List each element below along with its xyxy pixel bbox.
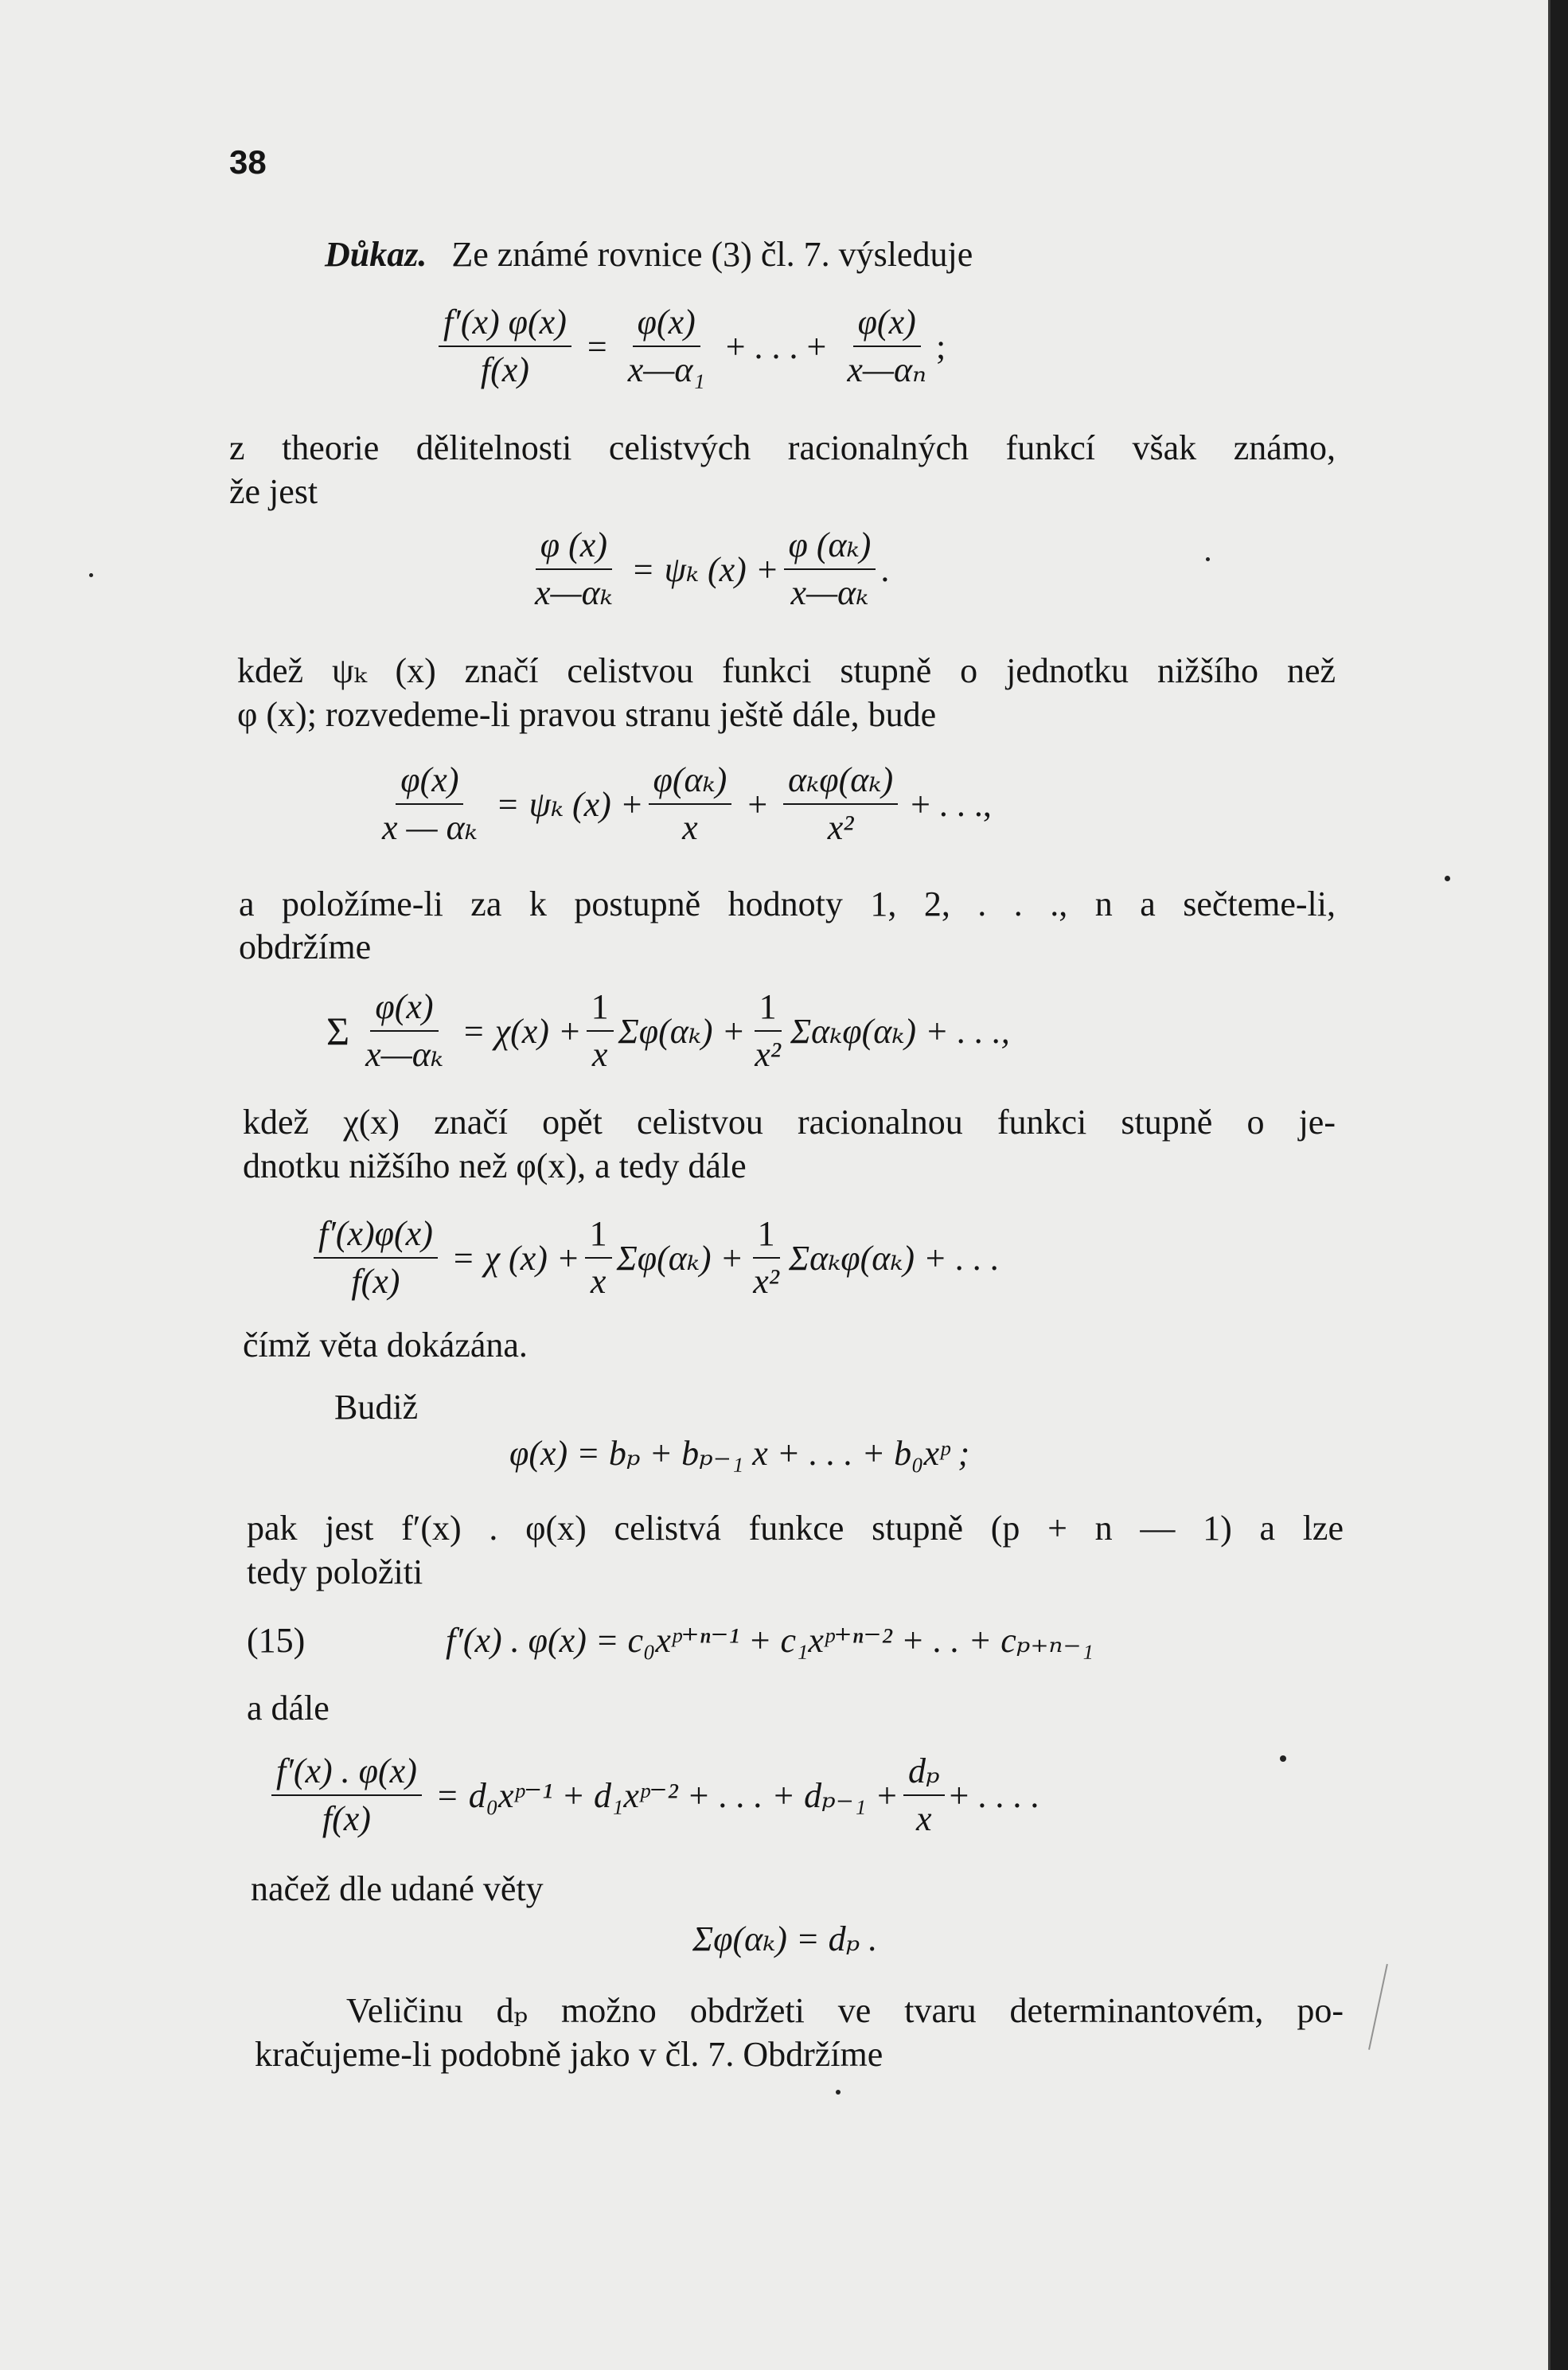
eq4-mid: χ(x) + [494, 1011, 582, 1051]
para-5-line-2: dnotku nižšího než φ(x), a tedy dále [243, 1146, 747, 1185]
eq4-f2-den: x² [755, 1035, 781, 1074]
equation-2 [525, 525, 889, 613]
eq5-lhs-num: f′(x)φ(x) [314, 1214, 438, 1259]
equation-8 [267, 1751, 1039, 1839]
equals-sign: = [437, 1775, 458, 1815]
eq8-lhs-fraction [271, 1751, 422, 1839]
eq2-lhs-den: x—αₖ [535, 573, 613, 612]
eq2-r-num: φ (αₖ) [784, 525, 876, 570]
eq4-s1: Σφ(αₖ) + [618, 1011, 746, 1051]
equals-sign: = [497, 784, 518, 824]
eq4-f2-num: 1 [755, 987, 782, 1032]
para-7: Budiž [334, 1388, 419, 1427]
eq4-lhs-den: x—αₖ [365, 1035, 443, 1074]
eq4-s2: Σαₖφ(αₖ) + . . ., [790, 1011, 1010, 1051]
eq4-frac1 [587, 987, 614, 1075]
para-4-line-2: obdržíme [239, 927, 372, 966]
equals-sign: = [587, 326, 607, 366]
eq8-lhs-num: f′(x) . φ(x) [271, 1751, 422, 1796]
eq4-f1-den: x [591, 1035, 608, 1074]
equals-sign: = [463, 1011, 484, 1051]
para-3-line-1: kdež ψₖ (x) značí celistvou funkci stupně o jednotku nižšího než [237, 651, 1336, 690]
eq3-end: + . . ., [911, 784, 992, 824]
eq8-r-num: dₚ [903, 1751, 945, 1796]
eq5-frac2 [748, 1214, 784, 1302]
para-3-line-2: φ (x); rozvedeme-li pravou stranu ještě dále, bude [237, 695, 937, 734]
para-8-line-2: tedy položiti [247, 1552, 423, 1591]
eq4-lhs-num: φ(x) [370, 987, 438, 1032]
para-4-line-1: a položíme-li za k postupně hodnoty 1, 2, . . ., n a sečteme-li, [239, 884, 1336, 923]
proof-intro [325, 232, 973, 277]
page-number: 38 [229, 143, 267, 181]
eq5-lhs-fraction [314, 1214, 438, 1302]
para-11-line-1: Veličinu dₚ možno obdržeti ve tvaru determinantovém, po- [346, 1991, 1344, 2030]
scan-speck [836, 2090, 841, 2095]
eq5-frac1 [585, 1214, 612, 1302]
eq1-term1-fraction [623, 303, 710, 390]
eq5-lhs-den: f(x) [351, 1262, 400, 1301]
para-5-line-1: kdež χ(x) značí opět celistvou racionalnou funkci stupně o je- [243, 1103, 1336, 1142]
equation-number-15: (15) [247, 1621, 306, 1660]
equals-sign: = [633, 549, 653, 589]
eq2-lhs-num: φ (x) [536, 525, 612, 570]
equation-1 [434, 303, 946, 390]
eq4-frac2 [750, 987, 786, 1075]
eq2-r-den: x—αₖ [790, 573, 869, 612]
proof-label: Důkaz. [325, 235, 427, 274]
equation-9: Σφ(αₖ) = dₚ . [692, 1919, 878, 1958]
eq8-end: + . . . . [949, 1775, 1039, 1815]
para-2-line-2: že jest [229, 472, 318, 511]
eq8-mid: d₀xᵖ⁻¹ + d₁xᵖ⁻² + . . . + dₚ₋₁ + [468, 1775, 899, 1815]
equation-7 [247, 1620, 1094, 1661]
eq8-rhs-fraction [903, 1751, 945, 1839]
scan-speck [1280, 1755, 1286, 1762]
equation-3 [372, 760, 992, 848]
eq1-lhs-fraction [439, 303, 571, 390]
eq2-end: . [880, 549, 890, 589]
eq4-f1-num: 1 [587, 987, 614, 1032]
para-9: a dále [247, 1689, 330, 1728]
equation-6: φ(x) = bₚ + bₚ₋₁ x + . . . + b₀xᵖ ; [509, 1434, 970, 1473]
eq3-term1-fraction [649, 760, 732, 848]
eq3-mid: ψₖ (x) + [529, 784, 644, 824]
pencil-mark [1368, 1964, 1419, 2056]
eq2-rhs-fraction [784, 525, 876, 613]
para-6: čímž věta dokázána. [243, 1326, 528, 1365]
eq3-t2-den: x² [827, 808, 854, 847]
eq8-r-den: x [915, 1799, 932, 1838]
eq8-lhs-den: f(x) [322, 1799, 371, 1838]
eq5-s1: Σφ(αₖ) + [616, 1238, 744, 1278]
eq3-lhs-den: x — αₖ [382, 808, 478, 847]
eq3-term2-fraction [783, 760, 898, 848]
equation-4 [326, 987, 1010, 1075]
eq5-f1-num: 1 [585, 1214, 612, 1259]
eq1-t1-num: φ(x) [633, 303, 700, 347]
eq5-s2: Σαₖφ(αₖ) + . . . [788, 1238, 1000, 1278]
eq3-t2-num: αₖφ(αₖ) [783, 760, 898, 805]
eq7-body: f′(x) . φ(x) = c₀xᵖ⁺ⁿ⁻¹ + c₁xᵖ⁺ⁿ⁻² + . . + cₚ₊ₙ₋₁ [446, 1621, 1094, 1660]
eq3-lhs-fraction [377, 760, 482, 848]
eq1-lhs-den: f(x) [480, 350, 529, 389]
eq5-f2-num: 1 [753, 1214, 780, 1259]
eq5-mid: χ (x) + [484, 1238, 580, 1278]
eq1-tn-num: φ(x) [853, 303, 921, 347]
para-10: načež dle udané věty [251, 1869, 544, 1908]
eq4-lhs-fraction [361, 987, 448, 1075]
eq1-tn-den: x—αₙ [847, 350, 926, 389]
eq1-dots: + . . . + [725, 326, 827, 366]
eq2-lhs-fraction [530, 525, 618, 613]
scan-speck [1445, 876, 1450, 881]
equation-5 [309, 1214, 1000, 1302]
eq1-t1-den: x—α₁ [627, 350, 705, 389]
para-11-line-2: kračujeme-li podobně jako v čl. 7. Obdržíme [255, 2035, 883, 2074]
eq5-f1-den: x [590, 1262, 607, 1301]
para-8-line-1: pak jest f′(x) . φ(x) celistvá funkce stupně (p + n — 1) a lze [247, 1509, 1344, 1548]
eq3-t1-num: φ(αₖ) [649, 760, 732, 805]
scan-speck [89, 573, 93, 577]
eq1-end: ; [935, 326, 946, 366]
eq3-t1-den: x [682, 808, 698, 847]
equals-sign: = [453, 1238, 474, 1278]
plus-sign: + [747, 784, 768, 824]
eq5-f2-den: x² [753, 1262, 779, 1301]
proof-intro-text: Ze známé rovnice (3) čl. 7. výsleduje [451, 235, 973, 274]
para-2-line-1: z theorie dělitelnosti celistvých racionalných funkcí však známo, [229, 428, 1336, 467]
eq2-mid: ψₖ (x) + [664, 549, 779, 589]
eq1-termn-fraction [842, 303, 931, 390]
eq3-lhs-num: φ(x) [396, 760, 463, 805]
scan-speck [1206, 557, 1210, 561]
sigma-symbol: Σ [326, 1009, 350, 1053]
eq1-lhs-num: f′(x) φ(x) [439, 303, 571, 347]
